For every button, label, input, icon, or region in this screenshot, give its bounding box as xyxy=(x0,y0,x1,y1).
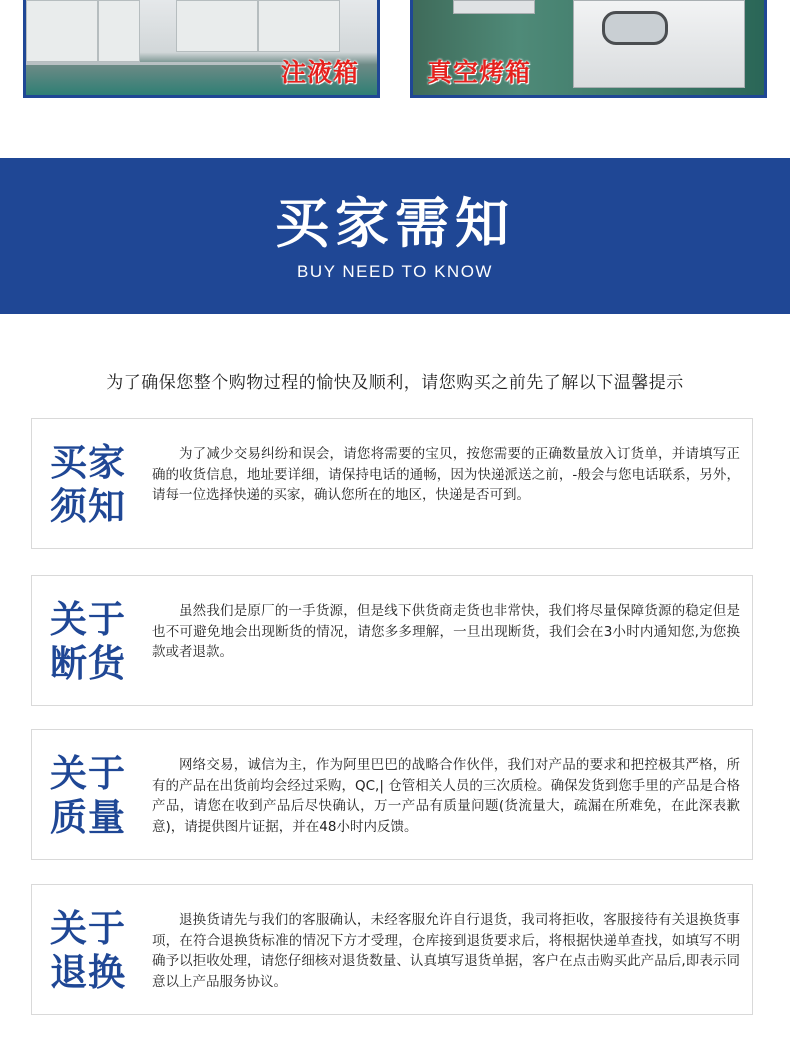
card-body-text: 网络交易，诚信为主，作为阿里巴巴的战略合作伙伴，我们对产品的要求和把控极其严格，所有的产品在出货前均会经过采购，QC,| 仓管相关人员的三次质检。确保发货到您手里的产品是合格产品，请您在收到产品后尽快确认，万一产品有质量问题(货流量大，疏漏在所难免，在此深表歉意)，请提供图片证据，并在48小时内反馈。 xyxy=(152,757,740,835)
banner-subtitle: BUY NEED TO KNOW xyxy=(297,262,493,281)
card-heading-line: 断货 xyxy=(50,642,126,685)
oven-window xyxy=(602,11,668,45)
card-heading xyxy=(50,441,132,529)
cabinet-door xyxy=(26,0,98,62)
oven-side-unit xyxy=(453,0,535,14)
buyer-notice-banner xyxy=(0,158,790,314)
card-body xyxy=(152,910,740,992)
card-heading xyxy=(50,598,132,686)
cabinet-door xyxy=(176,0,258,52)
cabinet-door xyxy=(258,0,340,52)
vacuum-oven-photo xyxy=(410,0,767,98)
card-heading xyxy=(50,752,132,840)
card-heading-line: 退换 xyxy=(50,951,126,994)
banner-title: 买家需知 xyxy=(275,192,515,255)
card-body-text: 为了减少交易纠纷和误会，请您将需要的宝贝，按您需要的正确数量放入订货单，并请填写正确的收货信息，地址要详细，请保持电话的通畅，因为快递派送之前，-般会与您电话联系，另外，请每一位选择快递的买家，确认您所在的地区，快递是否可到。 xyxy=(152,446,740,503)
card-heading-line: 关于 xyxy=(50,598,126,641)
product-photo-strip xyxy=(0,0,790,110)
card-heading-line: 关于 xyxy=(50,907,126,950)
photo-label-filling-cabinet: 注液箱 xyxy=(280,58,359,87)
oven-body xyxy=(573,0,745,88)
intro-text: 为了确保您整个购物过程的愉快及顺利，请您购买之前先了解以下温馨提示 xyxy=(106,373,684,393)
card-body-text: 虽然我们是原厂的一手货源，但是线下供货商走货也非常快，我们将尽量保障货源的稳定但是也不可避免地会出现断货的情况，请您多多理解，一旦出现断货，我们会在3小时内通知您,为您换款或者退款。 xyxy=(152,603,740,660)
cabinet-rail xyxy=(26,62,286,65)
notice-card-returns xyxy=(31,884,753,1015)
card-heading-line: 关于 xyxy=(50,752,126,795)
card-body-text: 退换货请先与我们的客服确认，未经客服允许自行退货，我司将拒收，客服接待有关退换货事项，在符合退换货标准的情况下方才受理，仓库接到退货要求后，将根据快递单查找，如填写不明确予以拒收处理，请您仔细核对退货数量、认真填写退货单据，客户在点击购买此产品后,即表示同意以上产品服务协议。 xyxy=(152,912,740,990)
notice-card-quality xyxy=(31,729,753,860)
card-body xyxy=(152,444,740,506)
card-heading-line: 质量 xyxy=(50,796,126,839)
card-body xyxy=(152,601,740,663)
cabinet-door xyxy=(98,0,140,62)
card-heading-line: 须知 xyxy=(50,485,126,528)
photo-label-vacuum-oven: 真空烤箱 xyxy=(427,58,532,87)
notice-card-stock xyxy=(31,575,753,706)
notice-card-buyer xyxy=(31,418,753,549)
card-heading xyxy=(50,907,132,995)
filling-cabinet-photo xyxy=(23,0,380,98)
card-heading-line: 买家 xyxy=(50,441,126,484)
card-body xyxy=(152,755,740,837)
